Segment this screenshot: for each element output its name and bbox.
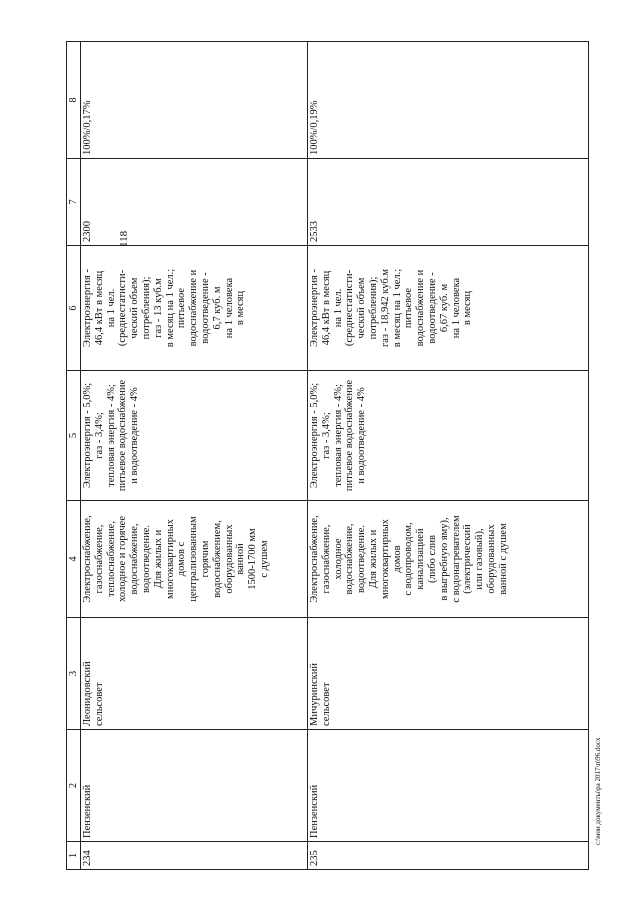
- cell-text-line: домов: [391, 545, 403, 573]
- amount-cell: 2533: [308, 159, 589, 246]
- cell-text-line: в месяц: [462, 290, 474, 326]
- cell-text-line: водоснабжение и: [188, 269, 200, 347]
- header-cell: 5: [67, 371, 81, 501]
- cell-text-line: в месяц: [235, 290, 247, 326]
- cell-text-line: сельсовет: [320, 682, 332, 726]
- cell-text-line: питьевое водоснабжение: [117, 379, 129, 492]
- region-cell: Пензенский: [81, 730, 308, 842]
- cell-text-line: горячим: [199, 540, 211, 578]
- percent-cell: 100%/0,17%: [81, 42, 308, 159]
- cell-text-line: с душем: [258, 540, 270, 578]
- cell-text-line: оборудованных: [223, 524, 235, 594]
- cell-text-line: 6,67 куб. м: [438, 283, 450, 333]
- services-cell: [81, 501, 308, 618]
- cell-text-line: на 1 человека: [450, 277, 462, 339]
- cell-text-line: водоснабжением,: [211, 520, 223, 598]
- cell-text-line: на 1 человека: [223, 277, 235, 339]
- header-cell: 2: [67, 730, 81, 842]
- cell-text-line: потребления);: [140, 276, 152, 340]
- volume-cell: [308, 246, 589, 371]
- cell-text-line: водоснабжение и: [415, 269, 427, 347]
- header-cell: 3: [67, 618, 81, 730]
- cell-text-line: (среднестатисти-: [344, 269, 356, 347]
- cell-text-line: и водоотведение - 4%: [129, 387, 141, 484]
- cell-text-line: водоотведение.: [356, 524, 368, 594]
- cell-text-line: водоотведение -: [426, 272, 438, 344]
- cell-text-line: на 1 чел.: [332, 288, 344, 328]
- amount-cell: 2300: [81, 159, 308, 246]
- cell-text-line: водоснабжение,: [344, 523, 356, 595]
- header-cell: 7: [67, 159, 81, 246]
- row-number-cell: 235: [308, 842, 589, 870]
- header-cell: 1: [67, 842, 81, 870]
- cell-text-line: Для жилых и: [367, 529, 379, 589]
- cell-text-line: ческий объем: [129, 277, 141, 339]
- cell-text-line: на 1 чел.: [105, 288, 117, 328]
- rates-cell: [308, 371, 589, 501]
- cell-text-line: питьевое водоснабжение: [344, 379, 356, 492]
- cell-text-line: в месяц на 1 чел.;: [164, 268, 176, 348]
- cell-text-line: водоотведение -: [199, 272, 211, 344]
- page-number: 118: [118, 230, 130, 247]
- cell-text-line: (среднестатисти-: [117, 269, 129, 347]
- cell-text-line: канализацией: [415, 528, 427, 590]
- council-cell: [81, 618, 308, 730]
- cell-text-line: потребления);: [367, 276, 379, 340]
- cell-text-line: Электроэнергия - 5,0%;: [82, 382, 93, 489]
- cell-text-line: ванной с душем: [497, 523, 509, 595]
- cell-text-line: газоснабжение,: [93, 524, 105, 594]
- cell-text-line: с водонагревателем: [450, 515, 462, 603]
- tariff-table: [66, 41, 589, 870]
- cell-text-line: водоснабжение,: [129, 523, 141, 595]
- rates-cell: [81, 371, 308, 501]
- cell-text-line: ванной: [235, 543, 247, 575]
- cell-text-line: централизованным: [188, 516, 200, 602]
- table-row: [308, 42, 589, 870]
- cell-text-line: Электроснабжение,: [82, 515, 93, 603]
- cell-text-line: (либо слив: [426, 534, 438, 584]
- cell-text-line: тепловая энергия - 4%;: [332, 384, 344, 487]
- cell-text-line: оборудованных: [485, 524, 497, 594]
- cell-text-line: Электроэнергия -: [82, 269, 93, 347]
- cell-text-line: Электроснабжение,: [309, 515, 320, 603]
- footer-file-path: c:\мои документы\ра 2017\п\96.docx: [594, 737, 602, 845]
- cell-text-line: газоснабжение,: [320, 524, 332, 594]
- percent-cell: 100%/0,19%: [308, 42, 589, 159]
- cell-text-line: Электроэнергия - 5,0%;: [309, 382, 320, 489]
- cell-text-line: или газовый),: [474, 528, 486, 590]
- cell-text-line: 6,7 куб. м: [211, 286, 223, 330]
- cell-text-line: тепловая энергия - 4%;: [105, 384, 117, 487]
- cell-text-line: многоквартирных: [164, 519, 176, 599]
- cell-text-line: Леонидовский: [82, 661, 93, 726]
- cell-text-line: многоквартирных: [379, 519, 391, 599]
- cell-text-line: холодное: [332, 538, 344, 580]
- cell-text-line: ческий объем: [356, 277, 368, 339]
- cell-text-line: 46,4 кВт в месяц: [320, 270, 332, 346]
- cell-text-line: и водоотведение - 4%: [356, 387, 368, 484]
- cell-text-line: питьевое: [403, 287, 415, 329]
- cell-text-line: водоотведение.: [140, 524, 152, 594]
- rotated-table-container: [66, 42, 589, 870]
- header-cell: 6: [67, 246, 81, 371]
- cell-text-line: холодное и горячее: [117, 516, 129, 602]
- header-cell: 4: [67, 501, 81, 618]
- cell-text-line: с водопроводом,: [403, 522, 415, 596]
- cell-text-line: газ - 3,4%;: [320, 412, 332, 459]
- table-row: [81, 42, 308, 870]
- row-number-cell: 234: [81, 842, 308, 870]
- cell-text-line: 46,4 кВт в месяц: [93, 270, 105, 346]
- cell-text-line: Мичуринский: [309, 663, 320, 726]
- cell-text-line: питьевое: [176, 287, 188, 329]
- cell-text-line: Для жилых и: [152, 529, 164, 589]
- header-cell: 8: [67, 42, 81, 159]
- cell-text-line: в выгребную яму),: [438, 517, 450, 601]
- cell-text-line: теплоснабжение,: [105, 521, 117, 597]
- cell-text-line: газ - 3,4%;: [93, 412, 105, 459]
- cell-text-line: 1500-1700 мм: [247, 528, 259, 590]
- council-cell: [308, 618, 589, 730]
- region-cell: Пензенский: [308, 730, 589, 842]
- cell-text-line: Электроэнергия -: [309, 269, 320, 347]
- cell-text-line: газ - 18,942 куб.м: [379, 268, 391, 348]
- cell-text-line: домов с: [176, 541, 188, 577]
- services-cell: [308, 501, 589, 618]
- volume-cell: [81, 246, 308, 371]
- table-header-row: [67, 42, 81, 870]
- cell-text-line: в месяц на 1 чел.;: [391, 268, 403, 348]
- cell-text-line: сельсовет: [93, 682, 105, 726]
- cell-text-line: (электрический: [462, 524, 474, 594]
- cell-text-line: газ - 13 куб.м: [152, 278, 164, 338]
